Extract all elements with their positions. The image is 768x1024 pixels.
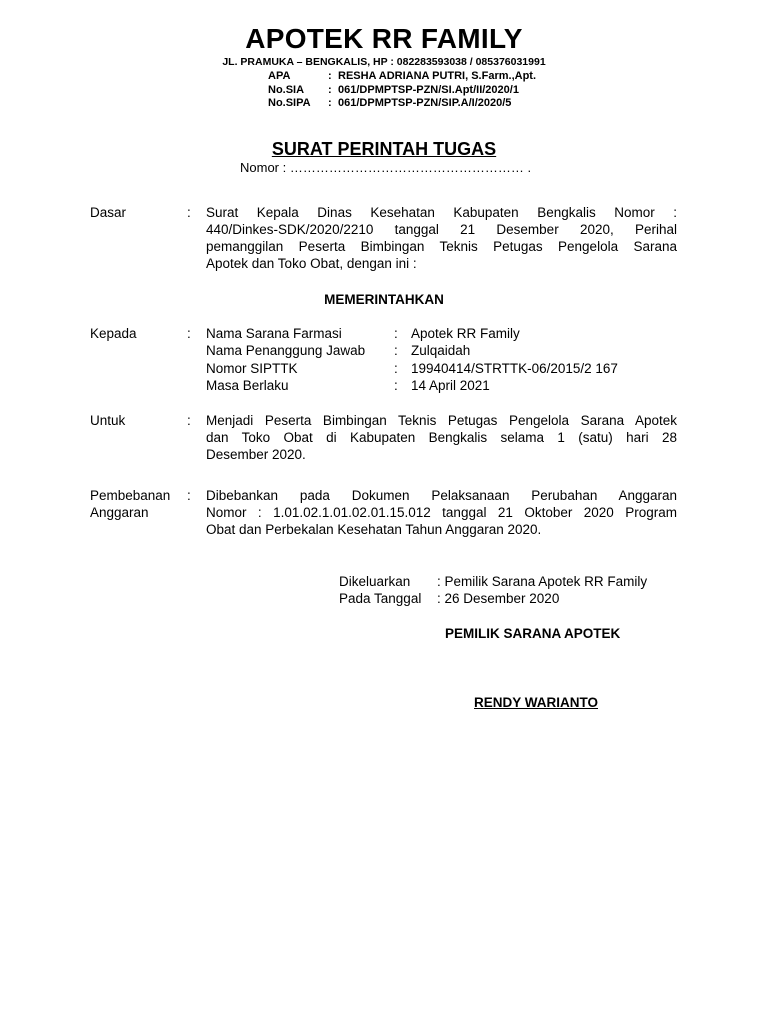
signer-name: RENDY WARIANTO	[474, 695, 599, 710]
paragraph-line: Desember 2020.	[206, 447, 306, 462]
info-value: RESHA ADRIANA PUTRI, S.Farm.,Apt.	[338, 70, 537, 82]
untuk-colon: :	[187, 413, 191, 428]
issued-key: Dikeluarkan	[339, 574, 411, 589]
pembebanan-paragraph	[206, 487, 677, 538]
paragraph-line: Obat dan Perbekalan Kesehatan Tahun Anggaran 2020.	[206, 522, 542, 537]
signer-role: PEMILIK SARANA APOTEK	[445, 626, 621, 641]
info-row-apa	[268, 69, 536, 83]
kepada-value-penanggung: Zulqaidah	[411, 343, 471, 358]
info-value: 061/DPMPTSP-PZN/SIP.A/I/2020/5	[338, 97, 512, 109]
kepada-label: Kepada	[90, 326, 137, 341]
anggaran-label: Anggaran	[90, 505, 149, 520]
info-colon: :	[328, 70, 332, 82]
kepada-value-masa: 14 April 2021	[411, 378, 490, 393]
date-value: : 26 Desember 2020	[437, 591, 560, 606]
paragraph-line: dan Toko Obat di Kabupaten Bengkalis selama 1 (satu) hari 28	[206, 430, 677, 445]
paragraph-line: 440/Dinkes-SDK/2020/2210 tanggal 21 Desember 2020, Perihal	[206, 222, 677, 237]
kepada-value-sarana: Apotek RR Family	[411, 326, 520, 341]
info-key: No.SIPA	[268, 97, 311, 109]
pembebanan-label: Pembebanan	[90, 488, 171, 503]
info-colon: :	[328, 84, 332, 96]
kepada-key-sarana: Nama Sarana Farmasi	[206, 326, 342, 341]
issued-value: : Pemilik Sarana Apotek RR Family	[437, 574, 648, 589]
kepada-colon-sipttk: :	[394, 361, 398, 376]
company-name: APOTEK RR FAMILY	[245, 23, 523, 54]
document-number: Nomor : ……………………………………………… .	[240, 160, 532, 175]
dasar-paragraph	[206, 204, 677, 272]
info-row-sipa	[268, 96, 511, 110]
info-key: No.SIA	[268, 84, 305, 96]
info-key: APA	[268, 70, 291, 82]
kepada-colon-penanggung: :	[394, 343, 398, 358]
paragraph-line: Surat Kepala Dinas Kesehatan Kabupaten Bengkalis Nomor :	[206, 205, 677, 220]
kepada-colon: :	[187, 326, 191, 341]
paragraph-line: Dibebankan pada Dokumen Pelaksanaan Perubahan Anggaran	[206, 488, 677, 503]
info-value: 061/DPMPTSP-PZN/SI.Apt/II/2020/1	[338, 84, 519, 96]
memerintahkan-heading: MEMERINTAHKAN	[324, 292, 444, 307]
kepada-key-penanggung: Nama Penanggung Jawab	[206, 343, 366, 358]
pembebanan-colon: :	[187, 488, 191, 503]
dasar-colon: :	[187, 205, 191, 220]
date-key: Pada Tanggal	[339, 591, 422, 606]
company-address: JL. PRAMUKA – BENGKALIS, HP : 082283593038 / 085376031991	[222, 56, 546, 68]
paragraph-line: Nomor : 1.01.02.1.01.02.01.15.012 tanggal 21 Oktober 2020 Program	[206, 505, 677, 520]
dasar-label: Dasar	[90, 205, 127, 220]
document-title: SURAT PERINTAH TUGAS	[271, 139, 497, 159]
kepada-key-masa: Masa Berlaku	[206, 378, 289, 393]
paragraph-line: pemanggilan Peserta Bimbingan Teknis Petugas Pengelola Sarana	[206, 239, 677, 254]
untuk-paragraph	[206, 412, 677, 463]
kepada-colon-sarana: :	[394, 326, 398, 341]
kepada-key-sipttk: Nomor SIPTTK	[206, 361, 298, 376]
info-colon: :	[328, 97, 332, 109]
kepada-colon-masa: :	[394, 378, 398, 393]
paragraph-line: Menjadi Peserta Bimbingan Teknis Petugas Pengelola Sarana Apotek	[206, 413, 677, 428]
untuk-label: Untuk	[90, 413, 126, 428]
paragraph-line: Apotek dan Toko Obat, dengan ini :	[206, 256, 417, 271]
kepada-value-sipttk: 19940414/STRTTK-06/2015/2 167	[411, 361, 618, 376]
info-row-sia	[268, 83, 519, 97]
